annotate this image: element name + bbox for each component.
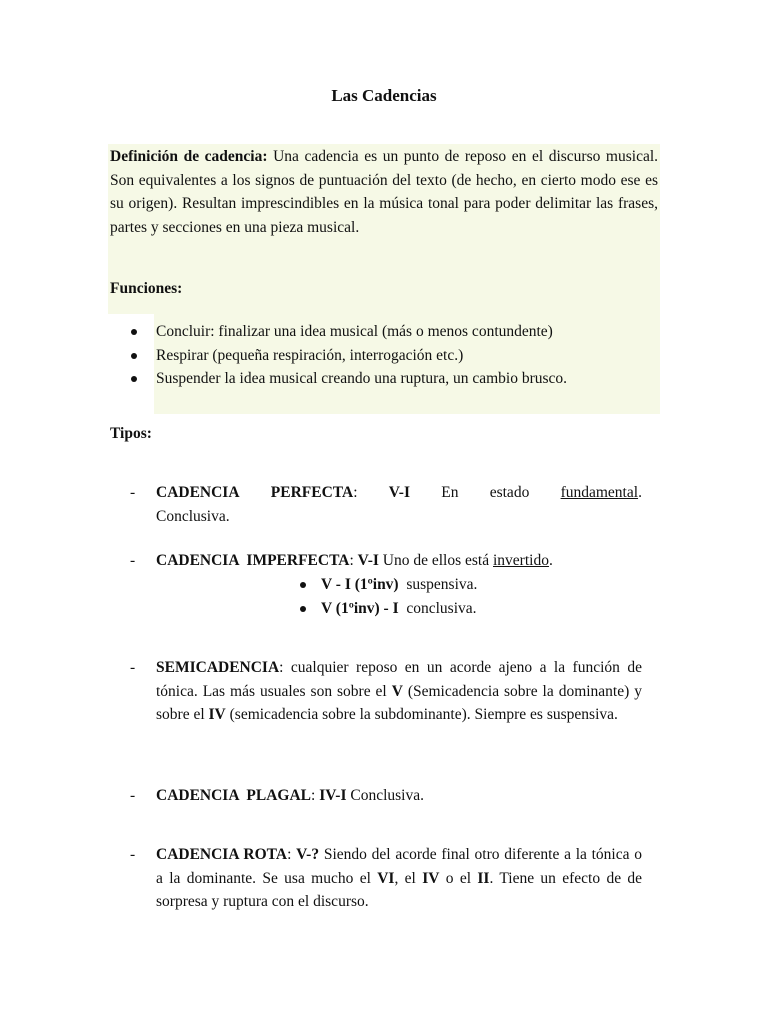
dash-marker: - xyxy=(130,787,136,804)
perfect-cadence-line-2: Conclusiva. xyxy=(156,507,230,525)
imperfect-label: CADENCIA IMPERFECTA xyxy=(156,552,350,569)
functions-list xyxy=(110,320,567,391)
perfect-word-cadencia: CADENCIA xyxy=(156,484,240,501)
perfect-degrees: V-I xyxy=(388,484,410,501)
list-item-text: Suspender la idea musical creando una ruptura, un cambio brusco. xyxy=(156,370,568,387)
bullet-icon xyxy=(131,329,137,335)
type-semicadence: - SEMICADENCIA: cualquier reposo en un acorde ajeno a la función de tónica. Las más usuales son sobre el V (Semicadencia sobre la dominante) y sobre el IV (semicadencia sobre la subdominante). Siempre es suspensiva. xyxy=(110,656,642,727)
list-item-text: Respirar (pequeña respiración, interrogación etc.) xyxy=(156,346,464,364)
dash-marker: - xyxy=(130,659,136,676)
bullet-icon xyxy=(131,376,137,382)
bullet-icon xyxy=(300,606,306,612)
type-plagal-cadence: - CADENCIA PLAGAL: IV-I Conclusiva. xyxy=(110,784,642,808)
type-deceptive-cadence: - CADENCIA ROTA: V-? Siendo del acorde final otro diferente a la tónica o a la dominante. Se usa mucho el VI, el IV o el II. Tiene un efecto de de sorpresa y ruptura con el discurso. xyxy=(110,843,642,914)
functions-heading: Funciones: xyxy=(110,280,183,297)
perfect-cadence-line: CADENCIA PERFECTA: V-I En estado fundamental. xyxy=(156,481,642,505)
list-item xyxy=(110,367,567,391)
definition-text: Una cadencia es un punto de reposo en el discurso musical. Son equivalentes a los signos de puntuación del texto (de hecho, en cierto modo ese es su origen). Resultan imprescindibles en la música tonal para poder delimitar las frases, partes y secciones en una pieza musical. xyxy=(110,148,659,236)
bullet-icon xyxy=(131,353,137,359)
plagal-label: CADENCIA PLAGAL xyxy=(156,787,312,804)
imperfect-sub-item: V (1ºinv) - I conclusiva. xyxy=(300,597,477,621)
rota-label: CADENCIA ROTA xyxy=(156,846,288,863)
list-item-text: Concluir: finalizar una idea musical (más o menos contundente) xyxy=(156,323,553,340)
underlined-invertido: invertido xyxy=(493,552,549,569)
list-item xyxy=(110,344,567,368)
definition-label: Definición de cadencia: xyxy=(110,148,268,165)
underlined-fundamental: fundamental xyxy=(560,484,639,501)
type-perfect-cadence xyxy=(110,481,642,528)
list-item xyxy=(110,320,567,344)
dash-marker: - xyxy=(130,552,136,569)
semicadence-label: SEMICADENCIA xyxy=(156,659,280,676)
dash-marker: - xyxy=(130,484,136,501)
page-title: Las Cadencias xyxy=(331,86,437,105)
dash-marker: - xyxy=(130,846,136,863)
bullet-icon xyxy=(300,582,306,588)
types-heading: Tipos: xyxy=(110,425,152,442)
definition-paragraph xyxy=(110,145,658,239)
perfect-label: PERFECTA: xyxy=(270,484,358,501)
imperfect-sub-item: V - I (1ºinv) suspensiva. xyxy=(300,573,477,597)
type-imperfect-cadence: - CADENCIA IMPERFECTA: V-I Uno de ellos está invertido. xyxy=(110,549,642,573)
